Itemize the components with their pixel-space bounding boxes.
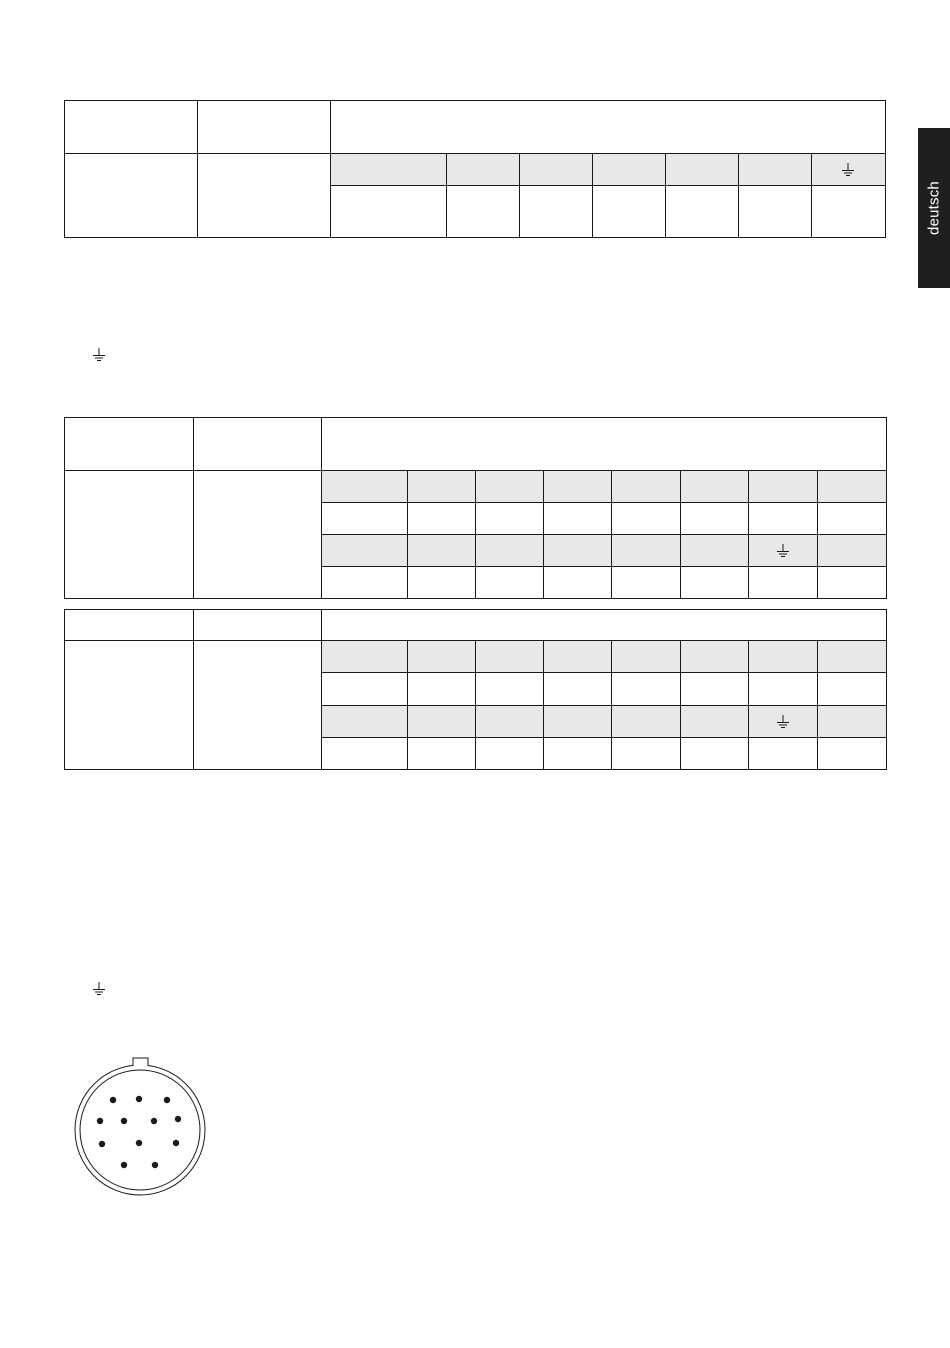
pin-header-cell-ground (749, 535, 818, 567)
pin-header-cell (476, 641, 544, 673)
connector-diagram (70, 1055, 215, 1205)
pin-header-cell (408, 471, 476, 503)
table-cell (197, 101, 330, 154)
table-cell (194, 471, 322, 599)
pin-header-cell (408, 641, 476, 673)
pin-header-cell (818, 641, 887, 673)
pin-header-cell (818, 706, 887, 738)
language-tab-label: deutsch (925, 181, 943, 235)
pin-value-cell (749, 567, 818, 599)
pin-value-cell (520, 186, 593, 238)
pin-value-cell (681, 738, 749, 770)
pin-value-cell (749, 503, 818, 535)
pin-value-cell (322, 567, 408, 599)
table-cell (65, 610, 194, 641)
table-cell (194, 641, 322, 770)
pin-value-cell (544, 673, 612, 706)
pin-header-cell (322, 706, 408, 738)
pin-header-cell (749, 641, 818, 673)
pin-header-cell (322, 535, 408, 567)
pin-header-cell (447, 154, 520, 186)
pin-header-cell (476, 706, 544, 738)
pin-table-1 (64, 100, 886, 238)
pin-value-cell (818, 673, 887, 706)
pin-value-cell (612, 673, 681, 706)
pin-header-cell (408, 535, 476, 567)
pin-value-cell (408, 503, 476, 535)
pin-header-cell (681, 706, 749, 738)
pin-header-cell (738, 154, 811, 186)
pin-value-cell (322, 673, 408, 706)
pin-value-cell (818, 738, 887, 770)
pin-value-cell (408, 738, 476, 770)
pin-table-2 (64, 417, 887, 599)
pin-header-cell (322, 641, 408, 673)
pin-header-cell (544, 471, 612, 503)
pin-header-cell (612, 471, 681, 503)
pin-value-cell (681, 567, 749, 599)
ground-symbol-icon (842, 163, 854, 177)
ground-symbol-icon (777, 544, 789, 558)
pin-value-cell (322, 738, 408, 770)
pin-value-cell (476, 738, 544, 770)
table-header-cell (322, 610, 887, 641)
pin-value-cell (612, 738, 681, 770)
pin-value-cell (665, 186, 738, 238)
pin-header-cell-ground (749, 706, 818, 738)
pin-header-cell (544, 706, 612, 738)
pin-value-cell (544, 567, 612, 599)
pin-table-3 (64, 609, 887, 770)
pin-value-cell (612, 503, 681, 535)
table-header-cell (330, 101, 885, 154)
pin-value-cell (544, 503, 612, 535)
pin-header-cell (330, 154, 447, 186)
pin-header-cell (612, 535, 681, 567)
pin-value-cell (749, 738, 818, 770)
pin-header-cell (544, 641, 612, 673)
pin-header-cell (818, 471, 887, 503)
pin-value-cell (476, 567, 544, 599)
pin-value-cell (818, 567, 887, 599)
ground-symbol-icon (777, 715, 789, 729)
table-cell (65, 154, 198, 238)
pin-header-cell (818, 535, 887, 567)
pin-header-cell (520, 154, 593, 186)
table-cell (197, 154, 330, 238)
table-cell (65, 641, 194, 770)
pin-value-cell (681, 673, 749, 706)
pin-value-cell (408, 673, 476, 706)
pin-value-cell (322, 503, 408, 535)
pin-header-cell (681, 535, 749, 567)
table-cell (194, 418, 322, 471)
pin-header-cell (681, 471, 749, 503)
pin-value-cell (811, 186, 885, 238)
table-cell (65, 101, 198, 154)
pin-header-cell (593, 154, 666, 186)
pin-header-cell (544, 535, 612, 567)
table-header-cell (322, 418, 887, 471)
table-cell (194, 610, 322, 641)
circular-connector-icon (70, 1055, 215, 1200)
pin-value-cell (738, 186, 811, 238)
pin-header-cell (408, 706, 476, 738)
pin-value-cell (612, 567, 681, 599)
pin-header-cell (665, 154, 738, 186)
pin-value-cell (330, 186, 447, 238)
pin-header-cell (612, 706, 681, 738)
pin-header-cell (476, 535, 544, 567)
pin-header-cell (681, 641, 749, 673)
pin-value-cell (476, 673, 544, 706)
pin-value-cell (476, 503, 544, 535)
pin-header-cell-ground (811, 154, 885, 186)
pin-value-cell (408, 567, 476, 599)
ground-symbol-icon (93, 348, 105, 367)
table-cell (65, 471, 194, 599)
pin-header-cell (612, 641, 681, 673)
pin-value-cell (544, 738, 612, 770)
table-cell (65, 418, 194, 471)
language-tab (918, 128, 950, 288)
pin-header-cell (476, 471, 544, 503)
pin-value-cell (447, 186, 520, 238)
pin-value-cell (681, 503, 749, 535)
pin-value-cell (749, 673, 818, 706)
pin-header-cell (749, 471, 818, 503)
pin-header-cell (322, 471, 408, 503)
pin-value-cell (818, 503, 887, 535)
pin-value-cell (593, 186, 666, 238)
ground-symbol-icon (93, 982, 105, 1001)
